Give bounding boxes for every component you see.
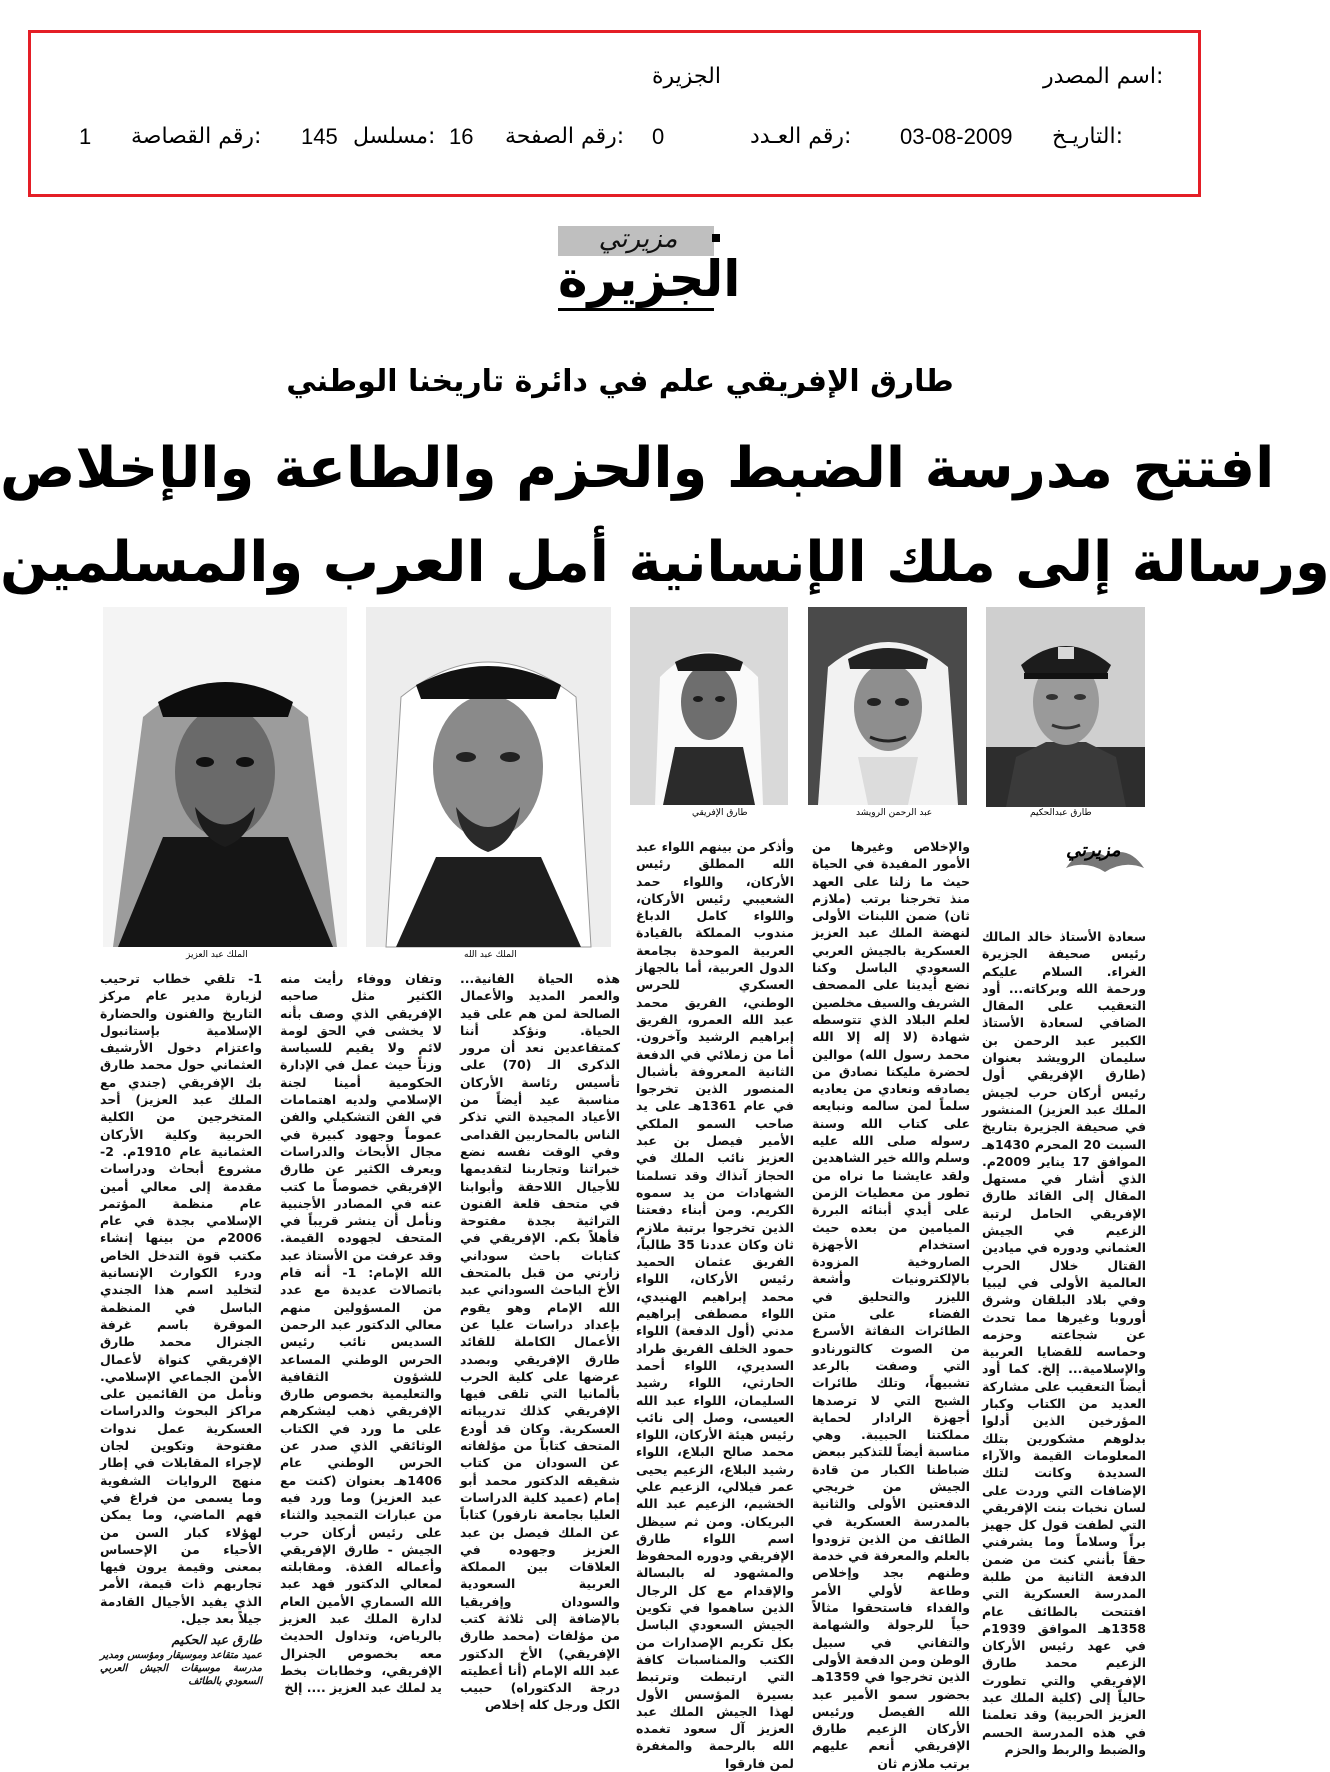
officer-portrait-icon (986, 607, 1145, 807)
logo-dot (712, 234, 720, 242)
metadata-box (28, 30, 1201, 197)
text-column-6 (100, 970, 262, 1730)
headline-line-1: افتتح مدرسة الضبط والحزم والطاعة والإخلاص (0, 436, 1275, 501)
column-3-text: وأذكر من بينهم اللواء عبد الله المطلق رئيس الأركان، واللواء حمد الشعيبي رئيس الأركان، واللواء كامل الدباغ مندوب المملكة بالقيادة العربية الموحدة بجامعة الدول العربية، أما بالجهاز العسكري للحرس الوطني، الفريق محمد عبد الله العمرو، الفريق إبراهيم الرشيد وآخرون. أما من زملائي في الدفعة الثانية المعروفة بأشبال المنصور الذين تخرجوا في عام 1361هـ على يد صاحب السمو الملكي الأمير فيصل بن عبد العزيز نائب الملك في الحجاز آنذاك وقد تسلمنا الشهادات من يد سموه الكريم. ومن أبناء دفعتنا الذين تخرجوا برتبة ملازم ثان وكان عددنا 35 طالباً، الفريق عثمان الحميد رئيس الأركان، اللواء محمد إبراهيم الهنيدي، اللواء مصطفى إبراهيم مدني (أول الدفعة) اللواء حمود الخلف الفريق طراد السديري، اللواء أحمد الحارثي، اللواء رشيد السليمان، اللواء عبد الله العيسى، وصل إلى نائب رئيس هيئة الأركان، اللواء محمد صالح البلاع، اللواء رشيد البلاع، الزعيم يحيى عمر فيلالي، الزعيم علي الخشيم، الزعيم عبد الله البريكان. ومن ثم سيظل اسم اللواء طارق الإفريقي ودوره المحفوظ والمشهود له بالبسالة والإقدام مع كل الرجال الذين ساهموا في تكوين الجيش السعودي الباسل بكل تكريم الإصدارات من الكتب والمناسبات كافة التي ارتبطت وترتبط بسيرة المؤسس الأول لهذا الجيش الملك عبد العزيز آل سعود تغمده الله بالرحمة والمغفرة لمن فارقوا (636, 839, 794, 1771)
page-label: رقم الصفحة: (505, 124, 625, 149)
column-2-text: والإخلاص وغيرها من الأمور المفيدة في الحياة حيث ما زلنا على العهد منذ تخرجنا برتب (ملازم ثان) ضمن اللبنات الأولى لنهضة الملك عبد العزيز العسكرية بالجيش العربي السعودي الباسل وكنا نضع أيدينا على المصحف الشريف والسيف مخلصين لعلم البلاد الذي تتوسطه شهادة (لا إله إلا الله محمد رسول الله) موالين لحضرة مليكنا نصادق من يصادقه ونعادي من يعاديه سلماً لمن سالمه ونبايعه على كتاب الله وسنة رسوله صلى الله عليه وسلم والله خير الشاهدين ولقد عايشنا ما نراه من تطور من معطيات الزمن على أيدي أبنائه البررة الميامين من بعده حيث استخدام الأجهزة الصاروخية المزودة بالإلكترونيات وأشعة الليزر والتحليق في الفضاء على متن الطائرات النفاثة الأسرع من الصوت كالتورنادو التي وصفت بالرعد تشبيهاً، وتلك طائرات الشبح التي لا ترصدها أجهزة الرادار لحماية مملكتنا الحبيبة. وهي مناسبة أيضاً للتذكير ببعض ضباطنا الكبار من قادة الجيش من خريجي الدفعتين الأولى والثانية بالمدرسة العسكرية في الطائف من الذين تزودوا بالعلم والمعرفة في خدمة وطنهم بجد وإخلاص وطاعة لأولي الأمر والفداء فاستحقوا مثالاً حياً للرجولة والشهامة والتفاني في سبيل الوطن ومن الدفعة الأولى الذين تخرجوا في 1359هـ بحضور سمو الأمير عبد الله الفيصل ورئيس الأركان الزعيم طارق الإفريقي أنعم عليهم برتب ملازم ثان (812, 839, 970, 1771)
side-logo-text: مزيرتي (1066, 840, 1121, 861)
text-column-5 (280, 970, 442, 1730)
issue-value: 0 (652, 124, 665, 149)
photo-abdulrahman-alruwaished (808, 607, 967, 805)
photo-tarek-afriki (630, 607, 788, 805)
logo-small-text: مزيرتي (598, 224, 678, 254)
page-value: 16 (449, 124, 474, 149)
logo-rule (558, 308, 714, 311)
logo-main-text: الجزيرة (558, 250, 741, 308)
author-note: عميد متقاعد وموسيقار ومؤسس ومدير مدرسة موسيقات الجيش العربي السعودي بالطائف (100, 1649, 262, 1687)
king-abdullah-portrait-icon (366, 607, 611, 947)
caption-photo-2: عبد الرحمن الرويشد (856, 808, 933, 818)
column-1-text: سعادة الأستاذ خالد المالك رئيس صحيفة الجزيرة الغراء. السلام عليكم ورحمة الله وبركاته... أود التعقيب على المقال الضافي لسعادة الأستاذ الكبير عبد الرحمن بن سليمان الرويشد بعنوان (طارق الإفريقي أول رئيس أركان حرب لجيش الملك عبد العزيز) المنشور في صحيفة الجزيرة بتاريخ السبت 20 المحرم 1430هـ الموافق 17 يناير 2009م. الذي أشار في مستهل المقال إلى القائد طارق الإفريقي الحامل لرتبة الزعيم في الجيش العثماني ودوره في ميادين القتال خلال الحرب العالمية الأولى في ليبيا وفي بلاد البلقان وشرق أوروبا وغيرها مما تحدث عن شجاعته وحزمه وحماسه للقضايا العربية والإسلامية... إلخ. كما أود أيضاً التعقيب على مشاركة العديد من الكتاب وكبار المؤرخين الذين أدلوا بدلوهم مشكورين بتلك المعلومات القيمة والآراء السديدة وكانت لتلك الإضافات التي وردت على لسان نخبات بنت الإفريقي التي لطفت قول كل جهيز براً وسلاماً وما يشرفني حقاً بأنني كنت من ضمن الدفعة الثانية من طلبة المدرسة العسكرية التي افتتحت بالطائف عام 1358هـ الموافق 1939م في عهد رئيس الأركان الزعيم محمد طارق الإفريقي والتي تطورت حالياً إلى (كلية الملك عبد العزيز الحربية) وقد تعلمنا في هذه المدرسة الحسم والضبط والربط والحزم (982, 929, 1146, 1757)
column-5-text: وتفان ووفاء رأيت منه الكثير مثل صاحبه الإفريقي الذي وصف بأنه لا يخشى في الحق لومة لائم ولا يقيم للسياسة وزناً حيث عمل في الإدارة الحكومية أمينا لجنة الإسلامي ولديه اهتمامات في الفن التشكيلي والفن عموماً وجهود كبيرة في مجال الأبحاث والدراسات ويعرف الكثير عن طارق الإفريقي خصوصاً ما كتب عنه في المصادر الأجنبية ونأمل أن ينشر قريباً في المتحف لجهوده القيمة. وقد عرفت من الأستاذ عبد الله الإمام: 1- أنه قام باتصالات عديدة مع عدد من المسؤولين منهم معالي الدكتور عبد الرحمن السديس نائب رئيس الحرس الوطني المساعد للشؤون الثقافية والتعليمية بخصوص طارق الإفريقي ذهب ليشكرهم على ما ورد في الكتاب الوثائقي الذي صدر عن الحرس الوطني عام 1406هـ بعنوان (كنت مع عبد العزيز) وما ورد فيه من عبارات التمجيد والثناء على رئيس أركان حرب الجيش - طارق الإفريقي وأعماله الفذة. ومقابلته لمعالي الدكتور فهد عبد الله السماري الأمين العام لدارة الملك عبد العزيز بالرياض، وتداول الحديث معه بخصوص الجنرال الإفريقي، وخطابات بخط يد لملك عبد العزيز .... إلخ (280, 971, 442, 1696)
article-kicker: طارق الإفريقي علم في دائرة تاريخنا الوطني (286, 364, 954, 399)
text-column-3 (636, 838, 794, 1771)
text-column-1 (982, 928, 1146, 1757)
headline-line-2: ورسالة إلى ملك الإنسانية أمل العرب والمسلمين (0, 530, 1330, 595)
date-value: 03-08-2009 (900, 124, 1013, 149)
column-4-text: هذه الحياة الفانية... والعمر المديد والأعمال الصالحة لمن هم على قيد الحياة. ونؤكد أننا كمتقاعدين نعد أن مرور الذكرى الـ (70) على تأسيس رئاسة الأركان مناسبة عيد أيضاً من الأعياد المجيدة التي تذكر الناس بالمحاربين القدامى وفي الوقت نفسه نضع خبراتنا وتجاربنا لتقديمها للأجيال اللاحقة وأبوابنا في متحف قلعة الفنون التراثية بجدة مفتوحة فأهلاً بكم. الإفريقي في كتابات باحث سوداني زارني من قبل بالمتحف الأخ الباحث السوداني عبد الله الإمام وهو يقوم بإعداد دراسات عليا عن الأعمال الكاملة للقائد طارق الإفريقي وبصدد عرضها على كلية الحرب بألمانيا التي تلقى فيها الإفريقي كذلك تدريباته العسكرية. وكان قد أودع المتحف كتاباً من مؤلفاته عن السودان من كتاب شقيقه الدكتور محمد أبو إمام (عميد كلية الدراسات العليا بجامعة نارفور) كتاباً عن الملك فيصل بن عبد العزيز وجهوده في العلاقات بين المملكة العربية السعودية والسودان وإفريقيا بالإضافة إلى ثلاثة كتب من مؤلفات (محمد طارق الإفريقي) الأخ الدكتور عبد الله الإمام (أنا أعطيته درجة الدكتوراه) حبيب الكل ورجل كله إخلاص (460, 971, 620, 1713)
author-signature: طارق عبد الحكيم (171, 1632, 262, 1648)
newspaper-logo (558, 222, 741, 314)
king-abdulaziz-portrait-icon (103, 607, 347, 947)
caption-photo-3: طارق الإفريقي (692, 808, 748, 818)
clip-label: رقم القصاصة: (131, 124, 262, 149)
date-label: التاريـخ: (1052, 124, 1123, 149)
photo-tarek-abdelhakim (986, 607, 1145, 807)
caption-photo-4: الملك عبد الله (464, 950, 517, 960)
side-logo (1062, 838, 1148, 882)
clip-value: 1 (79, 124, 92, 149)
issue-label: رقم العـدد: (750, 124, 852, 149)
serial-value: 145 (301, 124, 338, 149)
text-column-2 (812, 838, 970, 1771)
caption-photo-5: الملك عبد العزيز (186, 950, 248, 960)
text-column-4 (460, 970, 620, 1730)
young-man-portrait-icon (630, 607, 788, 805)
man-ghutra-portrait-icon (808, 607, 967, 805)
caption-photo-1: طارق عبدالحكيم (1030, 808, 1092, 818)
photo-king-abdullah (366, 607, 611, 947)
source-label: اسم المصدر: (1043, 64, 1164, 89)
serial-label: مسلسل: (353, 124, 436, 149)
photo-king-abdulaziz (103, 607, 347, 947)
source-value: الجزيرة (652, 64, 721, 89)
column-6-text: 1- تلقي خطاب ترحيب لزيارة مدير عام مركز التاريخ والفنون والحضارة الإسلامية بإستانبول واعتزام دخول الأرشيف العثماني حول محمد طارق بك الإفريقي (جندي مع الملك عبد العزيز) أحد المتخرجين من الكلية الحربية وكلية الأركان العثمانية عام 1910م. 2- مشروع أبحاث ودراسات مقدمة إلى معالي أمين عام منظمة المؤتمر الإسلامي بجدة في عام 2006م من بينها إنشاء مكتب قوة التدخل الخاص ودرء الكوارث الإنسانية لتخليد اسم هذا الجندي الباسل في المنظمة الموقرة باسم غرفة الجنرال محمد طارق الإفريقي كنواة لأعمال الأمن الجماعي الإسلامي. ونأمل من القائمين على مراكز البحوث والدراسات العسكرية عمل ندوات مفتوحة وتكوين لجان لإجراء المقابلات في إطار منهج الروايات الشفوية وما يسمى من فراغ في فهم الماضي، وما يمكن لهؤلاء كبار السن من الأحياء من الإحساس بمعنى وقيمة يرون فيها تجاربهم ذات قيمة، الأمر الذي يفيد الأجيال القادمة جيلاً بعد جيل. (100, 971, 263, 1626)
